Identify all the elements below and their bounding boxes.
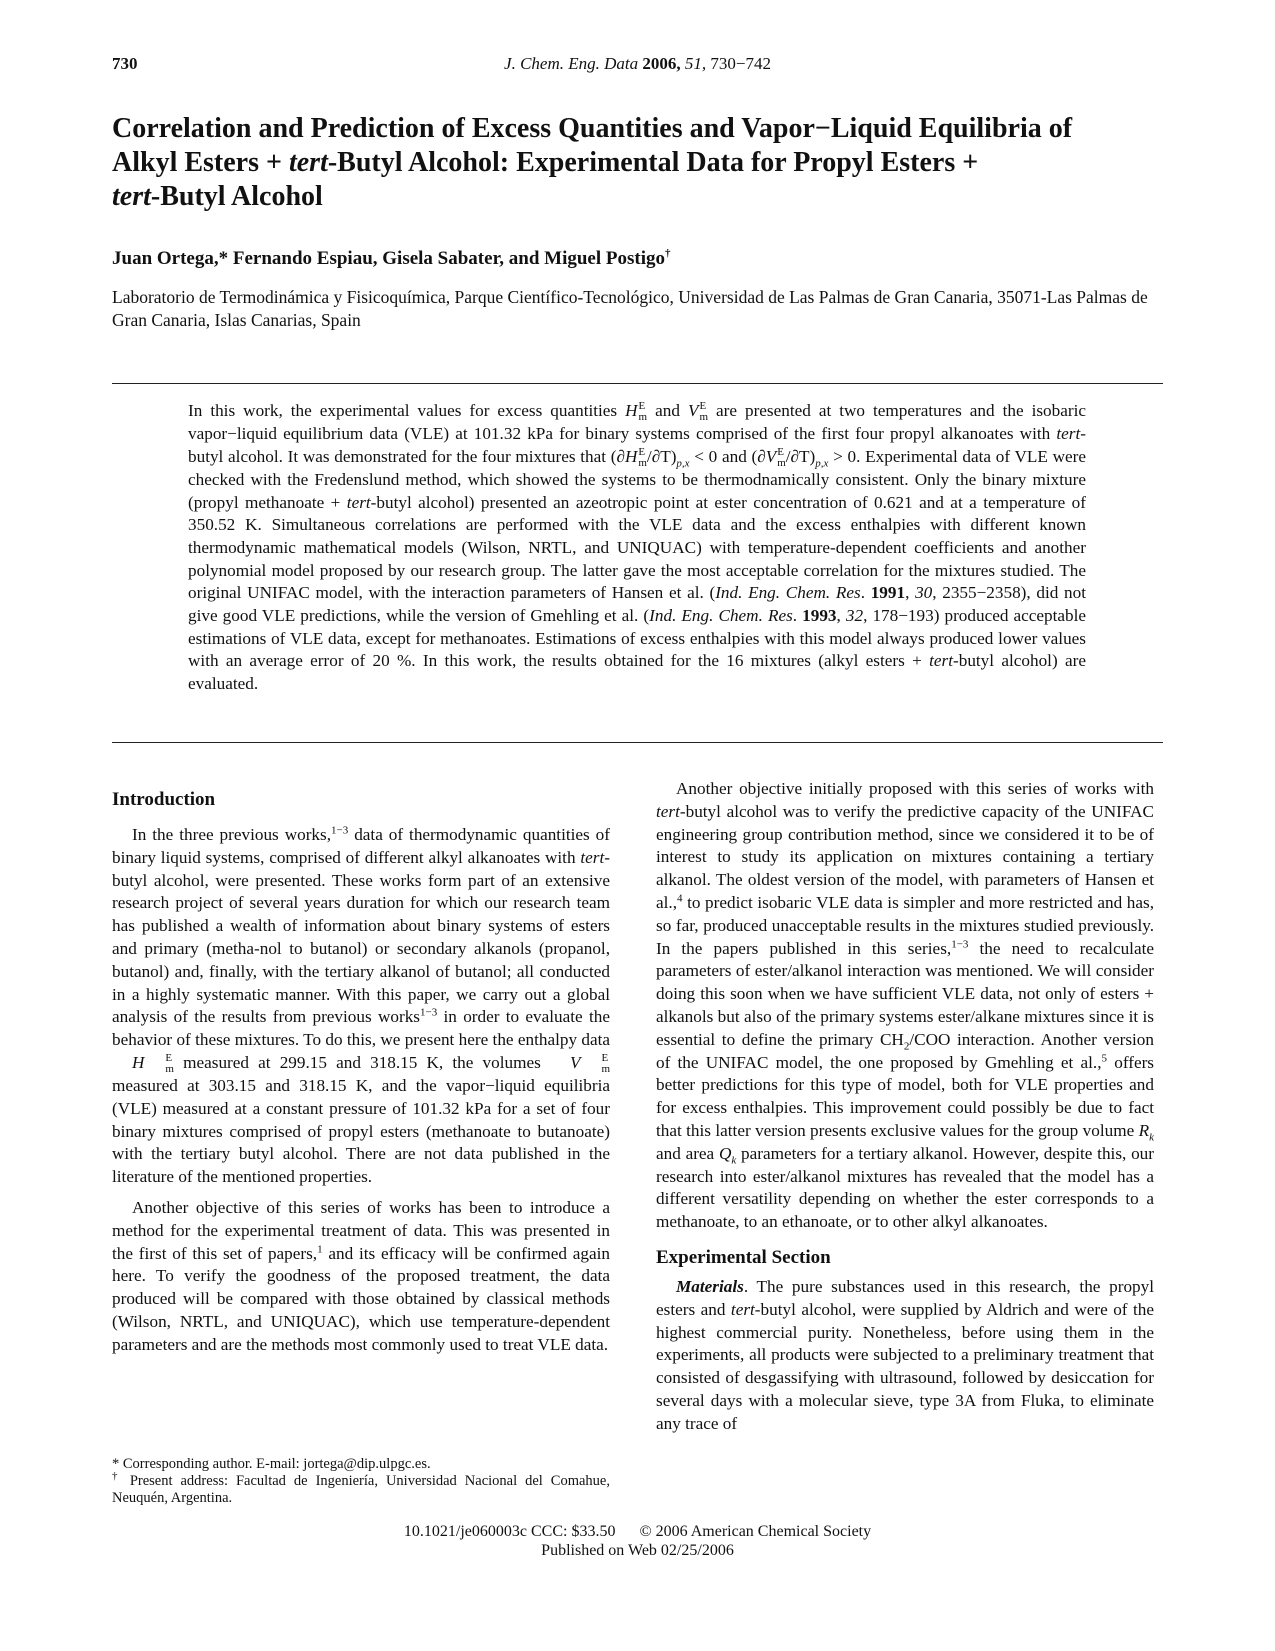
journal-pages: 730−742 xyxy=(710,54,771,73)
journal-volume: 51, xyxy=(684,54,707,73)
symbol-VmE-2: V E m xyxy=(765,445,786,469)
symbol-HmE-3: H E m xyxy=(132,1052,174,1076)
citation-ref: 1−3 xyxy=(420,1006,438,1019)
journal-name: J. Chem. Eng. Data xyxy=(504,54,639,73)
footer-doi: 10.1021/je060003c CCC: $33.50 xyxy=(403,1523,616,1540)
citation-ref: 1 xyxy=(317,1242,323,1255)
citation-ref: 5 xyxy=(1101,1051,1108,1064)
left-column xyxy=(112,788,610,1365)
article-title xyxy=(112,112,1172,214)
symbol-VmE-3: V E m xyxy=(569,1052,610,1076)
journal-header xyxy=(0,54,1275,74)
introduction-heading: Introduction xyxy=(112,789,216,810)
abstract-bottom-rule xyxy=(112,742,1163,743)
author-dagger: † xyxy=(665,247,671,260)
author-names: Juan Ortega,* Fernando Espiau, Gisela Sabater, and Miguel Postigo xyxy=(112,248,665,269)
citation-ref: 4 xyxy=(677,892,683,905)
title-line-2a: Alkyl Esters + xyxy=(112,147,289,178)
intro-paragraph-1: In the three previous works,$^{1-3}$ data of thermodynamic quantities of binary liquid systems, comprised of different alkyl alkanoates with tert-butyl alcohol, were presented. These works form part of an extensive research project of several years duration for which our research team has published a wealth of information about binary systems of esters and primary (metha-nol to butanol) or secondary alkanols (propanol, butanol) and, finally, with the tertiary alkanol of butanol; all conducted in a highly systematic manner. With this paper, we carry out a global analysis of the results from previous works$^{1-3}$ in order to evaluate the behavior of these mixtures. To do this, we present here the enthalpy data H E m measured at 299.15 and 318.15 K, the volumes V E m measured at 303.15 and 318.15 K, and the vapor−liquid equilibria (VLE) measured at a constant pressure of 101.32 kPa for a set of four binary mixtures comprised of propyl esters (methanoate to butanoate) with the tertiary butyl alcohol. There are not data published in the literature of the mentioned properties. xyxy=(112,824,610,1187)
page-footer xyxy=(0,1522,1275,1560)
footnote-corresponding: * Corresponding author. E-mail: jortega@dip.ulpgc.es. xyxy=(112,1456,431,1472)
footer-published: Published on Web 02/25/2006 xyxy=(541,1542,734,1559)
symbol-HmE-1: H E m xyxy=(625,400,648,424)
title-tert-1: tert xyxy=(288,147,328,178)
citation-ref: 1−3 xyxy=(951,937,969,950)
symbol-VmE-1: V E m xyxy=(687,400,708,424)
intro-paragraph-2: Another objective of this series of works has been to introduce a method for the experimental treatment of data. This was presented in the first of this set of papers,$^1$ and its efficacy will be confirmed again here. To verify the goodness of the proposed treatment, the data produced will be compared with those obtained by classical methods (Wilson, NRTL, and UNIQUAC), which use temperature-dependent parameters and are the methods most commonly used to treat VLE data. xyxy=(112,1198,610,1354)
title-tert-2: tert xyxy=(112,181,151,212)
abstract: In this work, the experimental values for excess quantities H E m and V E m are presented at two temperatures and the isobaric vapor−liquid equilibrium data (VLE) at 101.32 kPa for binary systems comprised of the first four propyl alkanoates with tert-butyl alcohol. It was demonstrated for the four mixtures that (∂H E m $/\partial T)_{p,x} < 0$ and (∂V E m $/\partial T)_{p,x} > 0$. Experimental data of VLE were checked with the Fredenslund method, which showed the systems to be thermodnamically consistent. Only the binary mixture (propyl methanoate + tert-butyl alcohol) presented an azeotropic point at ester concentration of 0.621 and at a temperature of 350.52 K. Simultaneous correlations are performed with the VLE data and the excess enthalpies with different known thermodynamic mathematical models (Wilson, NRTL, and UNIQUAC) with temperature-dependent coefficients and another polynomial model proposed by our research group. The latter gave the most acceptable correlation for the mixtures studied. The original UNIFAC model, with the interaction parameters of Hansen et al. (Ind. Eng. Chem. Res. 1991, 30, 2355−2358), did not give good VLE predictions, while the version of Gmehling et al. (Ind. Eng. Chem. Res. 1993, 32, 178−193) produced acceptable estimations of VLE data, except for methanoates. Estimations of excess enthalpies with this model always produced lower values with an average error of 20 %. In this work, the results obtained for the 16 mixtures (alkyl esters + tert-butyl alcohol) are evaluated. xyxy=(188,400,1087,694)
symbol-HmE-2: H E m xyxy=(624,445,647,469)
title-line-1: Correlation and Prediction of Excess Quantities and Vapor−Liquid Equilibria of xyxy=(112,113,1073,144)
abstract-top-rule xyxy=(112,383,1163,384)
experimental-section-heading: Experimental Section xyxy=(656,1246,831,1268)
footnotes xyxy=(112,1456,610,1507)
authors xyxy=(112,248,671,270)
materials-paragraph: Materials. The pure substances used in this research, the propyl esters and tert-butyl alcohol, were supplied by Aldrich and were of the highest commercial purity. Nonetheless, before using them in the experiments, all products were subjected to a preliminary treatment that consisted of desgassifying with ultrasound, followed by desiccation for several days with a molecular sieve, type 3A from Fluka, to eliminate any trace of xyxy=(656,1276,1154,1433)
materials-runin-heading: Materials xyxy=(676,1276,744,1296)
footnote-present-address: † Present address: Facultad de Ingeniería, Universidad Nacional del Comahue, Neuquén, Argentina. xyxy=(112,1470,610,1506)
journal-year: 2006, xyxy=(642,54,681,73)
title-line-3b: -Butyl Alcohol xyxy=(150,181,323,212)
intro-paragraph-3: Another objective initially proposed with this series of works with tert-butyl alcohol was to verify the predictive capacity of the UNIFAC engineering group contribution method, since we considered it to be of interest to study its application on mixtures containing a tertiary alkanol. The oldest version of the model, with parameters of Hansen et al.,$^4$ to predict isobaric VLE data is simpler and more restricted and has, so far, produced unacceptable results in the mixtures studied previously. In the papers published in this series,$^{1-3}$ the need to recalculate parameters of ester/alkanol interaction was mentioned. We will consider doing this soon when we have sufficient VLE data, not only of esters + alkanols but also of the primary systems ester/alkane mixtures since it is essential to define the primary $CH_2$/COO interaction. Another version of the UNIFAC model, the one proposed by Gmehling et al.,$^5$ offers better predictions for this type of model, both for VLE properties and for excess enthalpies. This improvement could possibly be due to fact that this latter version presents exclusive values for the group volume $R_k$ and area $Q_k$ parameters for a tertiary alkanol. However, despite this, our research into ester/alkanol mixtures has revealed that the model has a different versatility depending on whether the ester corresponds to a methanoate, to an ethanoate, or to other alkyl alkanoates. xyxy=(656,779,1154,1232)
affiliation: Laboratorio de Termodinámica y Fisicoquímica, Parque Científico-Tecnológico, Universidad de Las Palmas de Gran Canaria, 35071-Las Palmas de Gran Canaria, Islas Canarias, Spain xyxy=(112,287,1148,330)
footer-copyright: © 2006 American Chemical Society xyxy=(639,1523,872,1540)
right-column xyxy=(656,779,1154,1444)
title-line-2c: -Butyl Alcohol: Experimental Data for Propyl Esters + xyxy=(327,147,979,178)
page-number: 730 xyxy=(112,54,138,73)
citation-ref: 1−3 xyxy=(331,824,349,837)
